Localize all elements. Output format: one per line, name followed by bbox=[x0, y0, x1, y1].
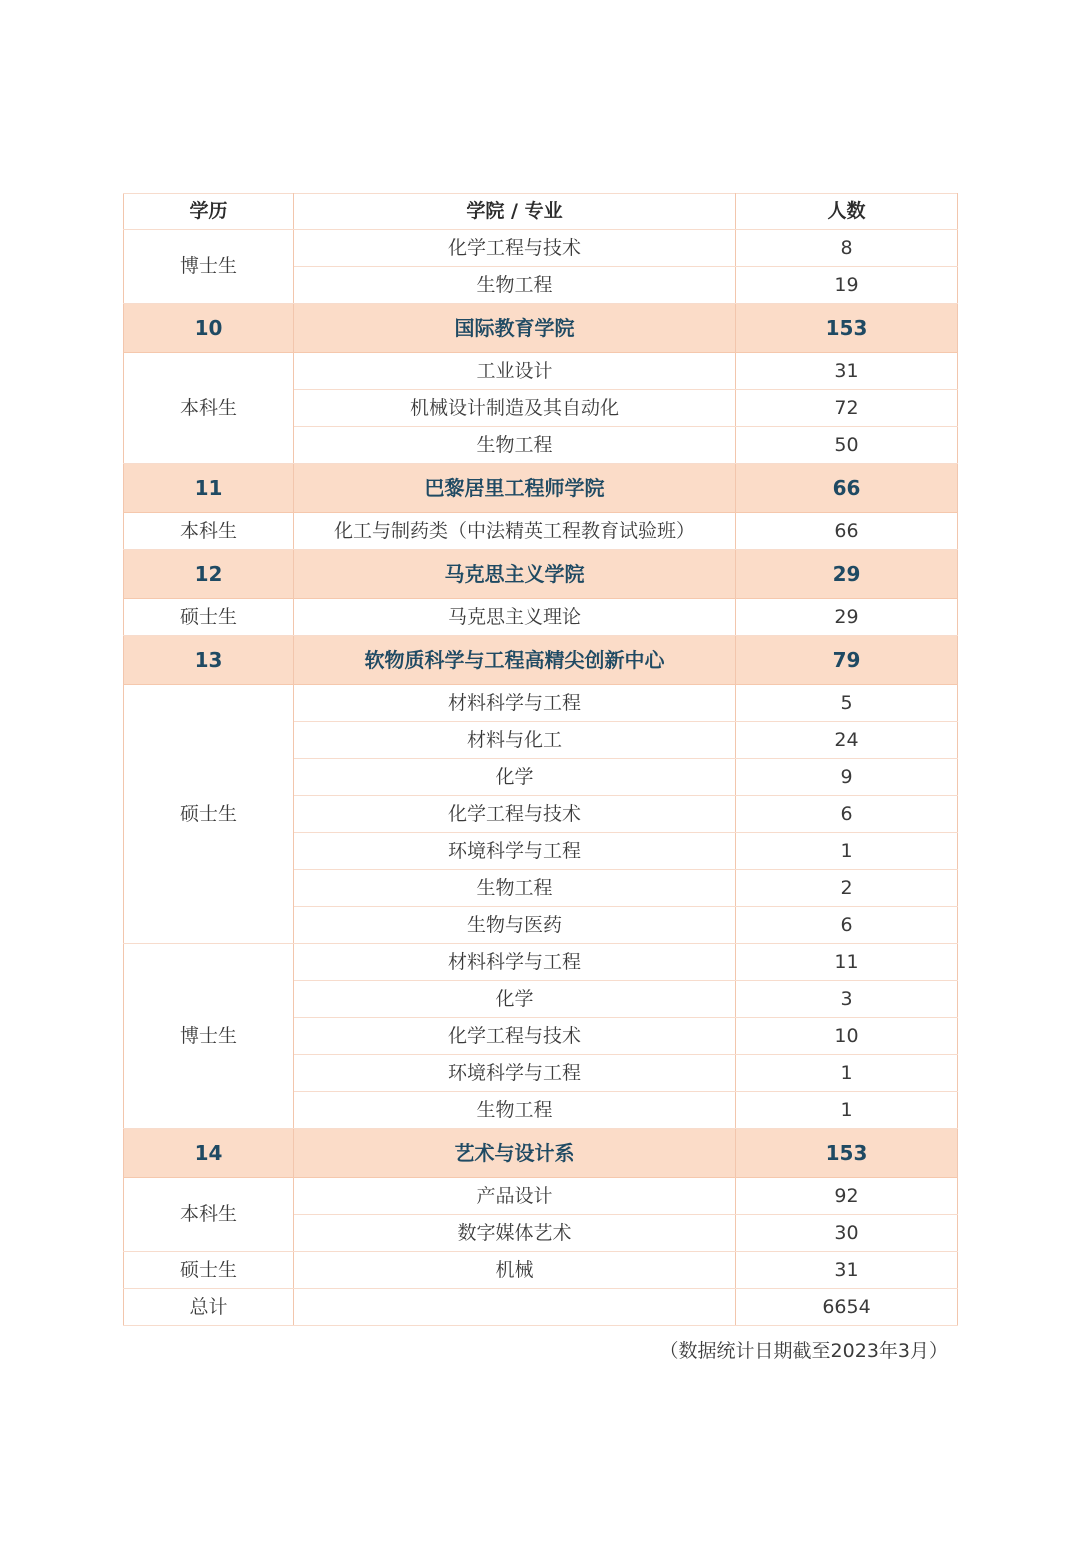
table-row bbox=[124, 353, 958, 390]
table-row bbox=[124, 685, 958, 722]
college-index: 10 bbox=[124, 304, 294, 353]
major-cell: 化学 bbox=[294, 759, 736, 796]
count-cell: 6 bbox=[736, 907, 958, 944]
count-cell: 31 bbox=[736, 353, 958, 390]
degree-cell: 本科生 bbox=[124, 1178, 294, 1252]
count-cell: 5 bbox=[736, 685, 958, 722]
total-row bbox=[124, 1289, 958, 1326]
table-row bbox=[124, 1252, 958, 1289]
stats-table-container bbox=[123, 193, 957, 1326]
college-count: 66 bbox=[736, 464, 958, 513]
degree-cell: 硕士生 bbox=[124, 685, 294, 944]
degree-cell: 硕士生 bbox=[124, 599, 294, 636]
total-count: 6654 bbox=[736, 1289, 958, 1326]
degree-cell: 硕士生 bbox=[124, 1252, 294, 1289]
count-cell: 6 bbox=[736, 796, 958, 833]
total-label: 总计 bbox=[124, 1289, 294, 1326]
major-cell: 生物工程 bbox=[294, 1092, 736, 1129]
college-row bbox=[124, 304, 958, 353]
table-body bbox=[124, 230, 958, 1326]
count-cell: 24 bbox=[736, 722, 958, 759]
college-count: 153 bbox=[736, 1129, 958, 1178]
college-index: 12 bbox=[124, 550, 294, 599]
count-cell: 3 bbox=[736, 981, 958, 1018]
degree-cell: 本科生 bbox=[124, 513, 294, 550]
table-row bbox=[124, 513, 958, 550]
major-cell: 数字媒体艺术 bbox=[294, 1215, 736, 1252]
college-name: 马克思主义学院 bbox=[294, 550, 736, 599]
major-cell: 材料科学与工程 bbox=[294, 685, 736, 722]
major-cell bbox=[294, 1289, 736, 1326]
college-index: 14 bbox=[124, 1129, 294, 1178]
degree-cell: 博士生 bbox=[124, 230, 294, 304]
major-cell: 工业设计 bbox=[294, 353, 736, 390]
table-row bbox=[124, 599, 958, 636]
count-cell: 31 bbox=[736, 1252, 958, 1289]
college-index: 11 bbox=[124, 464, 294, 513]
header-college-major: 学院 / 专业 bbox=[294, 194, 736, 230]
major-cell: 生物工程 bbox=[294, 870, 736, 907]
major-cell: 材料与化工 bbox=[294, 722, 736, 759]
college-count: 29 bbox=[736, 550, 958, 599]
college-name: 艺术与设计系 bbox=[294, 1129, 736, 1178]
major-cell: 化学 bbox=[294, 981, 736, 1018]
count-cell: 29 bbox=[736, 599, 958, 636]
count-cell: 8 bbox=[736, 230, 958, 267]
table-header-row bbox=[124, 194, 958, 230]
table-row bbox=[124, 944, 958, 981]
college-name: 巴黎居里工程师学院 bbox=[294, 464, 736, 513]
major-cell: 马克思主义理论 bbox=[294, 599, 736, 636]
major-cell: 机械 bbox=[294, 1252, 736, 1289]
count-cell: 92 bbox=[736, 1178, 958, 1215]
college-count: 153 bbox=[736, 304, 958, 353]
header-degree: 学历 bbox=[124, 194, 294, 230]
count-cell: 1 bbox=[736, 1092, 958, 1129]
count-cell: 72 bbox=[736, 390, 958, 427]
count-cell: 19 bbox=[736, 267, 958, 304]
count-cell: 1 bbox=[736, 1055, 958, 1092]
college-row bbox=[124, 550, 958, 599]
college-name: 国际教育学院 bbox=[294, 304, 736, 353]
count-cell: 9 bbox=[736, 759, 958, 796]
college-index: 13 bbox=[124, 636, 294, 685]
major-cell: 环境科学与工程 bbox=[294, 1055, 736, 1092]
count-cell: 10 bbox=[736, 1018, 958, 1055]
degree-cell: 博士生 bbox=[124, 944, 294, 1129]
count-cell: 11 bbox=[736, 944, 958, 981]
header-count: 人数 bbox=[736, 194, 958, 230]
major-cell: 生物工程 bbox=[294, 427, 736, 464]
major-cell: 环境科学与工程 bbox=[294, 833, 736, 870]
major-cell: 化工与制药类（中法精英工程教育试验班） bbox=[294, 513, 736, 550]
college-name: 软物质科学与工程高精尖创新中心 bbox=[294, 636, 736, 685]
college-row bbox=[124, 1129, 958, 1178]
major-cell: 化学工程与技术 bbox=[294, 230, 736, 267]
count-cell: 66 bbox=[736, 513, 958, 550]
count-cell: 2 bbox=[736, 870, 958, 907]
enrollment-table bbox=[123, 193, 958, 1326]
degree-cell: 本科生 bbox=[124, 353, 294, 464]
major-cell: 化学工程与技术 bbox=[294, 796, 736, 833]
major-cell: 化学工程与技术 bbox=[294, 1018, 736, 1055]
college-row bbox=[124, 636, 958, 685]
count-cell: 30 bbox=[736, 1215, 958, 1252]
major-cell: 材料科学与工程 bbox=[294, 944, 736, 981]
major-cell: 生物工程 bbox=[294, 267, 736, 304]
count-cell: 50 bbox=[736, 427, 958, 464]
count-cell: 1 bbox=[736, 833, 958, 870]
table-row bbox=[124, 1178, 958, 1215]
college-row bbox=[124, 464, 958, 513]
major-cell: 产品设计 bbox=[294, 1178, 736, 1215]
major-cell: 生物与医药 bbox=[294, 907, 736, 944]
table-row bbox=[124, 230, 958, 267]
major-cell: 机械设计制造及其自动化 bbox=[294, 390, 736, 427]
college-count: 79 bbox=[736, 636, 958, 685]
data-date-footnote: （数据统计日期截至2023年3月） bbox=[659, 1340, 948, 1362]
